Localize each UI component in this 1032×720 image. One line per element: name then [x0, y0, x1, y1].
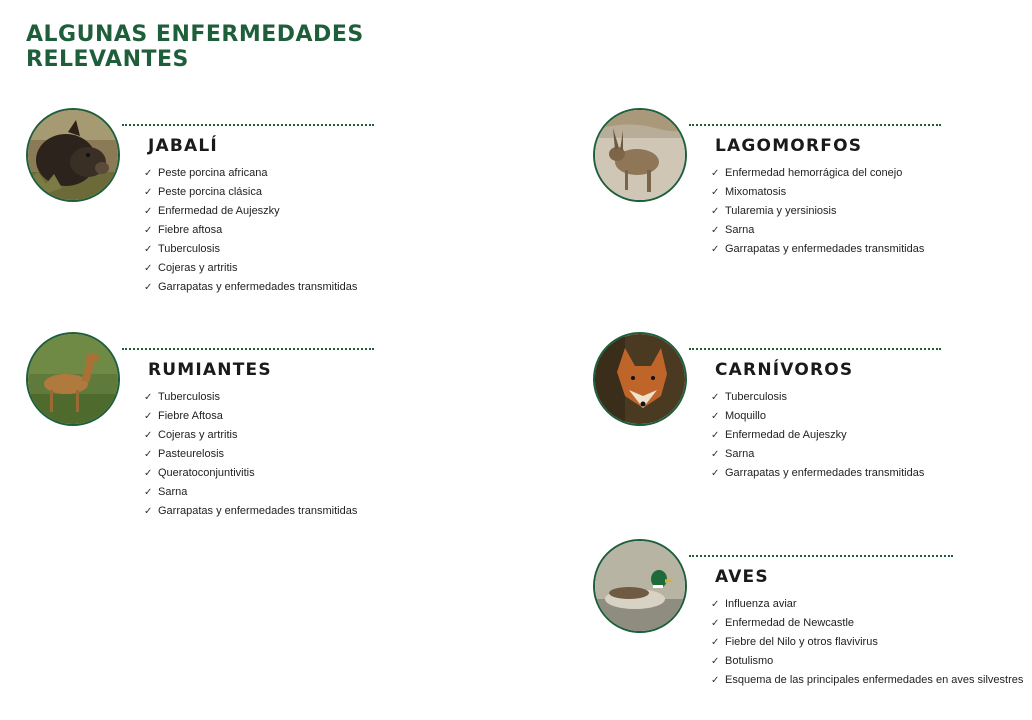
disease-list	[144, 164, 357, 297]
disease-list	[711, 164, 924, 259]
section-jabali	[26, 108, 386, 298]
check-icon: ✓	[711, 168, 720, 179]
check-icon: ✓	[711, 618, 720, 629]
list-item: ✓ Fiebre Aftosa	[144, 407, 357, 426]
check-icon: ✓	[711, 225, 720, 236]
check-icon: ✓	[144, 206, 153, 217]
list-item: ✓ Enfermedad de Aujeszky	[711, 426, 924, 445]
list-item: ✓ Moquillo	[711, 407, 924, 426]
mallard-duck-photo	[593, 539, 687, 633]
wild-boar-photo	[26, 108, 120, 202]
check-icon: ✓	[144, 168, 153, 179]
section-aves	[593, 539, 1023, 699]
list-item: ✓ Esquema de las principales enfermedades en aves silvestres	[711, 671, 1023, 690]
check-icon: ✓	[711, 449, 720, 460]
check-icon: ✓	[711, 244, 720, 255]
list-item: ✓ Sarna	[711, 221, 924, 240]
page-title-line-1: ALGUNAS ENFERMEDADES	[26, 22, 364, 47]
check-icon: ✓	[144, 411, 153, 422]
list-item: ✓ Sarna	[144, 483, 357, 502]
section-title: LAGOMORFOS	[715, 136, 863, 156]
section-carnivoros	[593, 332, 953, 492]
check-icon: ✓	[144, 449, 153, 460]
list-item: ✓ Enfermedad hemorrágica del conejo	[711, 164, 924, 183]
list-item: ✓ Garrapatas y enfermedades transmitidas	[711, 240, 924, 259]
check-icon: ✓	[144, 392, 153, 403]
list-item: ✓ Tuberculosis	[144, 388, 357, 407]
section-divider	[689, 348, 941, 350]
check-icon: ✓	[711, 430, 720, 441]
disease-list	[144, 388, 357, 521]
check-icon: ✓	[711, 637, 720, 648]
list-item: ✓ Mixomatosis	[711, 183, 924, 202]
check-icon: ✓	[144, 468, 153, 479]
section-title: RUMIANTES	[148, 360, 272, 380]
list-item: ✓ Garrapatas y enfermedades transmitidas	[144, 278, 357, 297]
list-item: ✓ Botulismo	[711, 652, 1023, 671]
list-item: ✓ Cojeras y artritis	[144, 426, 357, 445]
section-divider	[122, 124, 374, 126]
check-icon: ✓	[711, 656, 720, 667]
section-title: AVES	[715, 567, 769, 587]
section-title: CARNÍVOROS	[715, 360, 854, 380]
check-icon: ✓	[711, 187, 720, 198]
check-icon: ✓	[144, 244, 153, 255]
list-item: ✓ Influenza aviar	[711, 595, 1023, 614]
check-icon: ✓	[144, 430, 153, 441]
check-icon: ✓	[144, 187, 153, 198]
check-icon: ✓	[711, 411, 720, 422]
list-item: ✓ Peste porcina africana	[144, 164, 357, 183]
list-item: ✓ Enfermedad de Aujeszky	[144, 202, 357, 221]
hare-photo	[593, 108, 687, 202]
list-item: ✓ Tuberculosis	[144, 240, 357, 259]
disease-list	[711, 595, 1023, 690]
list-item: ✓ Sarna	[711, 445, 924, 464]
list-item: ✓ Tuberculosis	[711, 388, 924, 407]
check-icon: ✓	[711, 675, 720, 686]
disease-list	[711, 388, 924, 483]
list-item: ✓ Garrapatas y enfermedades transmitidas	[711, 464, 924, 483]
list-item: ✓ Pasteurelosis	[144, 445, 357, 464]
list-item: ✓ Cojeras y artritis	[144, 259, 357, 278]
list-item: ✓ Enfermedad de Newcastle	[711, 614, 1023, 633]
list-item: ✓ Queratoconjuntivitis	[144, 464, 357, 483]
page-title	[26, 22, 364, 72]
check-icon: ✓	[144, 506, 153, 517]
check-icon: ✓	[144, 225, 153, 236]
check-icon: ✓	[711, 392, 720, 403]
list-item: ✓ Garrapatas y enfermedades transmitidas	[144, 502, 357, 521]
section-divider	[689, 555, 953, 557]
check-icon: ✓	[144, 263, 153, 274]
list-item: ✓ Peste porcina clásica	[144, 183, 357, 202]
check-icon: ✓	[144, 282, 153, 293]
section-lagomorfos	[593, 108, 953, 268]
page-title-line-2: RELEVANTES	[26, 47, 189, 72]
check-icon: ✓	[144, 487, 153, 498]
section-title: JABALÍ	[148, 136, 218, 156]
list-item: ✓ Fiebre aftosa	[144, 221, 357, 240]
section-rumiantes	[26, 332, 386, 522]
section-divider	[122, 348, 374, 350]
list-item: ✓ Tularemia y yersiniosis	[711, 202, 924, 221]
fox-photo	[593, 332, 687, 426]
roe-deer-photo	[26, 332, 120, 426]
check-icon: ✓	[711, 468, 720, 479]
list-item: ✓ Fiebre del Nilo y otros flavivirus	[711, 633, 1023, 652]
check-icon: ✓	[711, 599, 720, 610]
check-icon: ✓	[711, 206, 720, 217]
section-divider	[689, 124, 941, 126]
